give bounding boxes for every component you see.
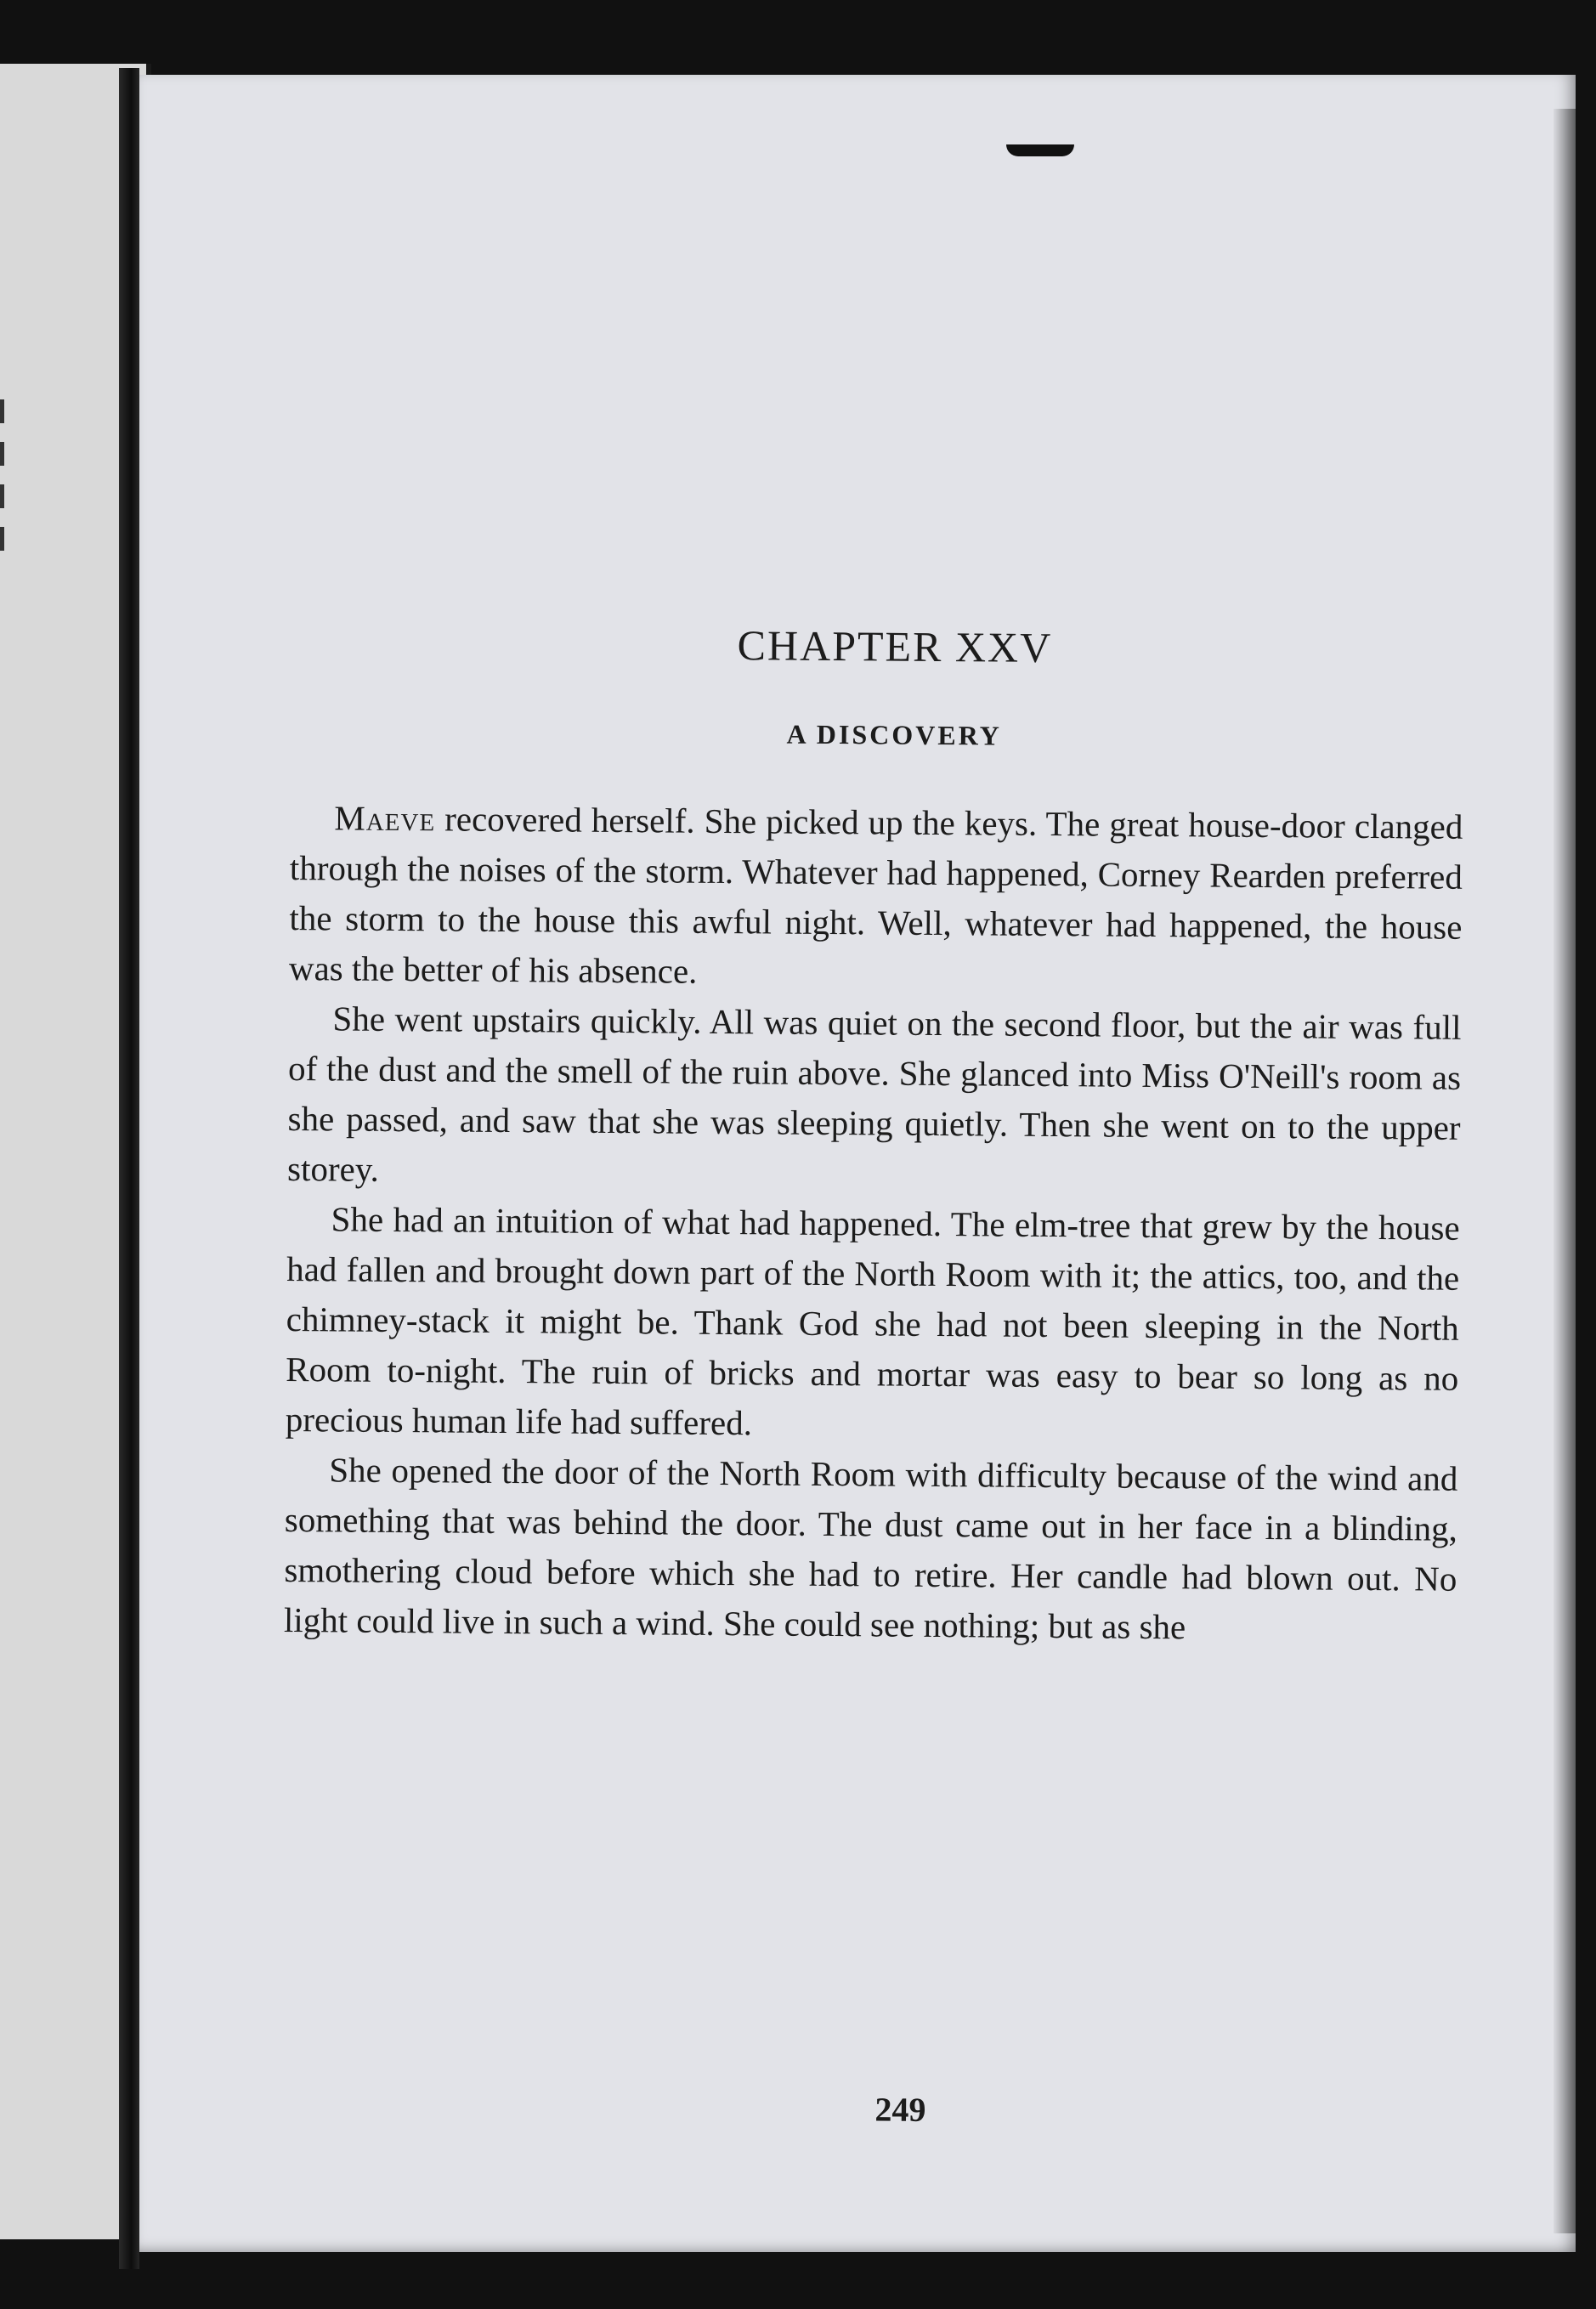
- page-top-notch: [1006, 144, 1074, 156]
- paragraph-1: [289, 793, 1463, 1003]
- book-page: [139, 75, 1576, 2252]
- book-spine: [119, 68, 139, 2269]
- chapter-subtitle: A DISCOVERY: [786, 718, 1002, 751]
- paragraph-text: She had an intuition of what had happened. The elm-tree that grew by the house had fallen and brought down part of the North Room with it; the attics, too, and the chimney-stack it might be. Thank God she had not been sleeping in the North Room to-night. The ruin of bricks and mortar was easy to bear so long as no precious human life had suffered.: [285, 1199, 1460, 1443]
- paragraph-4: [284, 1445, 1458, 1655]
- paragraph-text: She opened the door of the North Room with difficulty because of the wind and something that was behind the door. The dust came out in her face in a blinding, smothering cloud before which she had to retire. Her candle had blown out. No light could live in such a wind. She could see nothing; but as she: [283, 1450, 1458, 1647]
- chapter-title: CHAPTER XXV: [737, 621, 1053, 672]
- paragraph-lead-word: Maeve: [334, 798, 436, 839]
- previous-page-text-fragments: [0, 399, 7, 637]
- page-number: 249: [874, 2090, 926, 2129]
- page-content: [280, 534, 1465, 2158]
- paragraph-text: recovered herself. She picked up the keys. The great house-door clanged through the noises of the storm. Whatever had happened, Corney Rearden preferred the storm to the house this awful night. Well, whatever had happened, the house was the better of his absence.: [288, 799, 1463, 991]
- paragraph-3: [286, 1194, 1460, 1454]
- paragraph-text: She went upstairs quickly. All was quiet on the second floor, but the air was full of the dust and the smell of the ruin above. She glanced into Miss O'Neill's room as she passed, and saw that she was sleeping quietly. Then she went on to the upper storey.: [286, 999, 1462, 1189]
- paragraph-2: [287, 993, 1462, 1203]
- chapter-body: [284, 793, 1463, 1655]
- page-right-shadow: [1554, 109, 1576, 2233]
